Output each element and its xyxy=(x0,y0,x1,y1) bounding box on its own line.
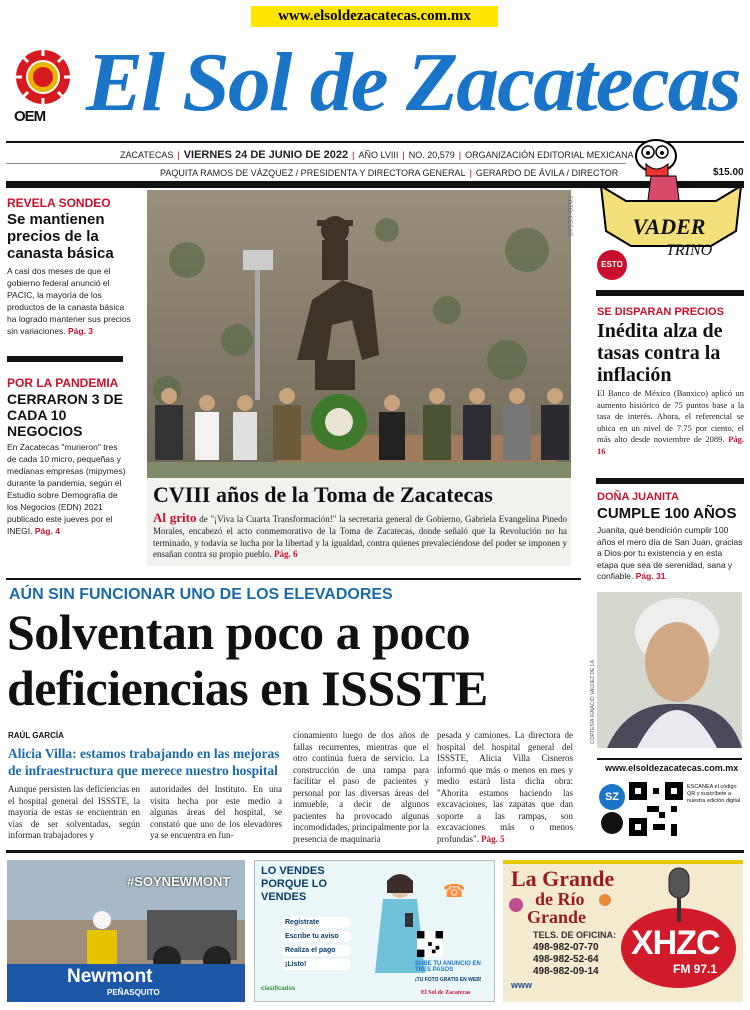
date: VIERNES 24 DE JUNIO DE 2022 xyxy=(183,149,349,161)
headline[interactable]: Se mantienen precios de la canasta básica xyxy=(7,211,114,262)
city: ZACATECAS xyxy=(120,150,174,160)
phone-icon: ☎ xyxy=(443,881,466,901)
headline[interactable]: CUMPLE 100 AÑOS xyxy=(597,505,737,522)
ad-sub: PEÑASQUITO xyxy=(107,988,160,997)
divider xyxy=(6,850,744,853)
page-ref[interactable]: Pág. 3 xyxy=(67,326,94,336)
main-col1: Aunque persisten las deficiencias en el hospital general del ISSSTE, la mayoría de estas se encuentran en vías de ser solventadas, según informan trabajadores y xyxy=(8,784,140,840)
photo-caption: Al grito de "¡Viva la Cuarta Transformación!" la secretaria general de Gobierno, Gabriela Evangelina Pinedo Morales, encabezó el acto conmemorativo de la Toma de Zacatecas, donde señaló que la Revolución no ha terminado, y todavía se lucha por la libertad y la igualdad, contra quienes prevaleciéndose del poder se imponen y ensañan contra su propio pueblo. Pág. 6 xyxy=(153,510,568,559)
esto-badge[interactable]: ESTO xyxy=(597,250,627,280)
kicker: SE DISPARAN PRECIOS xyxy=(597,306,724,318)
sun-logo-icon xyxy=(14,48,72,106)
lead-word: Al grito xyxy=(153,510,197,525)
divider xyxy=(596,478,744,484)
kicker: REVELA SONDEO xyxy=(7,196,111,210)
qr-code-icon[interactable] xyxy=(417,931,443,957)
ad-tag: #SOYNEWMONT xyxy=(127,874,231,889)
qr-code-icon[interactable] xyxy=(629,782,683,836)
sz-logo: SZ xyxy=(599,784,625,810)
story-juanita[interactable] xyxy=(597,491,744,583)
speaker-icon xyxy=(601,812,623,834)
main-kicker: AÚN SIN FUNCIONAR UNO DE LOS ELEVADORES xyxy=(9,586,393,603)
story-canasta[interactable] xyxy=(7,196,135,337)
page-ref[interactable]: Pág. 5 xyxy=(481,833,505,844)
main-col2: autoridades del Instituto. En una visita hecha por este medio a algunas áreas del hospital, se constató que uno de los elevadores ya se encuentra en fun- xyxy=(150,784,282,840)
step: Realiza el pago xyxy=(281,945,351,956)
ad3-www: www xyxy=(511,980,533,990)
kicker: DOÑA JUANITA xyxy=(597,491,679,503)
page-ref[interactable]: Pág. 16 xyxy=(597,434,745,456)
divider xyxy=(7,356,123,362)
main-photo[interactable] xyxy=(147,190,571,480)
photo-credit: FOTO: CESAR xyxy=(566,196,572,237)
step: ¡Listo! xyxy=(281,959,351,970)
ad2-brand: El Sol de Zacatecas xyxy=(421,990,471,996)
price: $15.00 xyxy=(713,167,744,178)
page-ref[interactable]: Pág. 4 xyxy=(34,526,60,536)
site-url[interactable]: www.elsoldezacatecas.com.mx xyxy=(251,6,498,27)
promo-url[interactable]: www.elsoldezacatecas.com.mx xyxy=(605,763,739,773)
body: En Zacatecas "murieron" tres de cada 10 micro, pequeñas y medianas empresas (mipymes) durante la pandemia, según el Estudio sobre Demografía de los Negocios (EDN) 2021 publicado este jueves por el INEGI. Pág. 4 xyxy=(7,442,126,536)
ad-clasificados[interactable] xyxy=(254,860,495,1002)
ad2-promo: SUBE TU ANUNCIO EN TRES PASOS xyxy=(415,961,481,973)
main-col3: cionamiento luego de dos años de fallas recurrentes, mientras que el otro continúa fuera de servicio. La construcción de una rampa para facilitar el paso de pacientes y personal por las diversas áreas del inmueble, a decir de algunos pacientes ha provocado algunas incomodidades, principalmente por la presencia de maquinaria xyxy=(293,730,429,844)
station-name: XHZC xyxy=(631,924,720,962)
phone[interactable]: 498-982-07-70 xyxy=(533,942,599,953)
digital-promo[interactable] xyxy=(597,758,742,840)
flower-icon xyxy=(599,894,611,906)
masthead-title[interactable]: El Sol de Zacatecas xyxy=(86,36,740,129)
ad3-title1: La Grande xyxy=(511,866,615,891)
headline[interactable]: CERRARON 3 DE CADA 10 NEGOCIOS xyxy=(7,391,123,439)
oem-logo: OEM xyxy=(14,108,46,125)
portrait-credit: CORTESÍA IGNACIO VALDEZ DE LA xyxy=(590,659,596,744)
year: AÑO LVIII xyxy=(358,150,399,160)
body: Juanita, qué bendición cumplir 100 años el mero día de San Juan, gracias a Dios por tu existencia y en esta etapa que sea de serenidad, sana y confiable. Pág. 31 xyxy=(597,525,743,581)
president: PAQUITA RAMOS DE VÁZQUEZ / PRESIDENTA Y DIRECTORA GENERAL xyxy=(160,168,466,178)
microphone-icon xyxy=(661,866,697,926)
edition-line: ZACATECAS | VIERNES 24 DE JUNIO DE 2022 | AÑO LVIII | NO. 20,579 | ORGANIZACIÓN EDITORIAL MEXICANA xyxy=(120,149,634,161)
steps-list xyxy=(281,917,351,970)
portrait-photo[interactable] xyxy=(597,592,742,748)
staff-line: PAQUITA RAMOS DE VÁZQUEZ / PRESIDENTA Y DIRECTORA GENERAL | GERARDO DE ÁVILA / DIRECTOR xyxy=(160,168,619,178)
main-subhead: Alicia Villa: estamos trabajando en las mejoras de infraestructura que merece nuestro hospital xyxy=(8,746,280,778)
page-ref[interactable]: Pág. 31 xyxy=(635,571,666,581)
organization: ORGANIZACIÓN EDITORIAL MEXICANA xyxy=(465,150,634,160)
ad3-phone-label: TELS. DE OFICINA: xyxy=(533,930,616,940)
flower-icon xyxy=(509,898,523,912)
divider xyxy=(6,578,581,580)
ad2-footer: clasificados xyxy=(261,986,296,992)
ad3-title2: de Río xyxy=(535,889,585,909)
ad-radio[interactable] xyxy=(503,860,743,1002)
story-negocios[interactable] xyxy=(7,376,127,537)
cartoon-author: TRINO xyxy=(666,242,713,259)
ad3-stripe xyxy=(503,860,743,864)
main-headline[interactable]: Solventan poco a poco deficiencias en ISSSTE xyxy=(7,604,488,716)
director: GERARDO DE ÁVILA / DIRECTOR xyxy=(475,168,619,178)
cartoon-label: VADER xyxy=(632,214,706,239)
step: Regístrate xyxy=(281,917,351,928)
phone[interactable]: 498-982-52-64 xyxy=(533,954,599,965)
body: A casi dos meses de que el gobierno federal anunció el PACIC, la mayoría de los productos de la canasta básica ha logrado mantener sus precios sin variaciones. Pág. 3 xyxy=(7,266,131,336)
photo-headline[interactable]: CVIII años de la Toma de Zacatecas xyxy=(153,482,493,507)
page-ref[interactable]: Pág. 6 xyxy=(273,549,298,559)
ad-brand: Newmont xyxy=(67,966,153,987)
main-col4: pesada y camiones. La directora de hospital del hospital general del ISSSTE, Alicia Villa Cisneros informó que más o menos en mes y medio estará lista dicha obra: "Ahorita estamos haciendo las excavaciones, las zapatas que dan soporte a las rampas, son excavaciones más o menos profundas". Pág. 5 xyxy=(437,730,573,844)
scan-text: ESCANEA el código QR y suscríbete a nuestra edición digital xyxy=(687,784,741,804)
story-inflacion[interactable] xyxy=(597,306,744,457)
divider xyxy=(596,290,744,296)
ad-newmont[interactable] xyxy=(7,860,245,1002)
step: Escribe tu aviso xyxy=(281,931,351,942)
headline[interactable]: Inédita alza de tasas contra la inflación xyxy=(597,320,723,386)
issue-number: NO. 20,579 xyxy=(408,150,455,160)
ad2-promo2: ¡TU FOTO GRATIS EN WEB! xyxy=(415,977,482,983)
ad2-title: LO VENDES PORQUE LO VENDES xyxy=(261,865,328,903)
woman-portrait xyxy=(597,592,742,748)
divider xyxy=(6,163,626,164)
station-freq: FM 97.1 xyxy=(673,962,718,976)
byline: RAÚL GARCÍA xyxy=(8,731,64,740)
kicker: POR LA PANDEMIA xyxy=(7,376,119,390)
phone[interactable]: 498-982-09-14 xyxy=(533,966,599,977)
monument-photo xyxy=(147,190,571,480)
body: El Banco de México (Banxico) aplicó un aumento histórico de 75 puntos base a la tasa de interés. Ahora, el referencial se ubica en un nivel de 7.75 por ciento, el más alto desde noviembre de 2089. Pág. 16 xyxy=(597,388,745,456)
ad3-title3: Grande xyxy=(527,907,587,927)
